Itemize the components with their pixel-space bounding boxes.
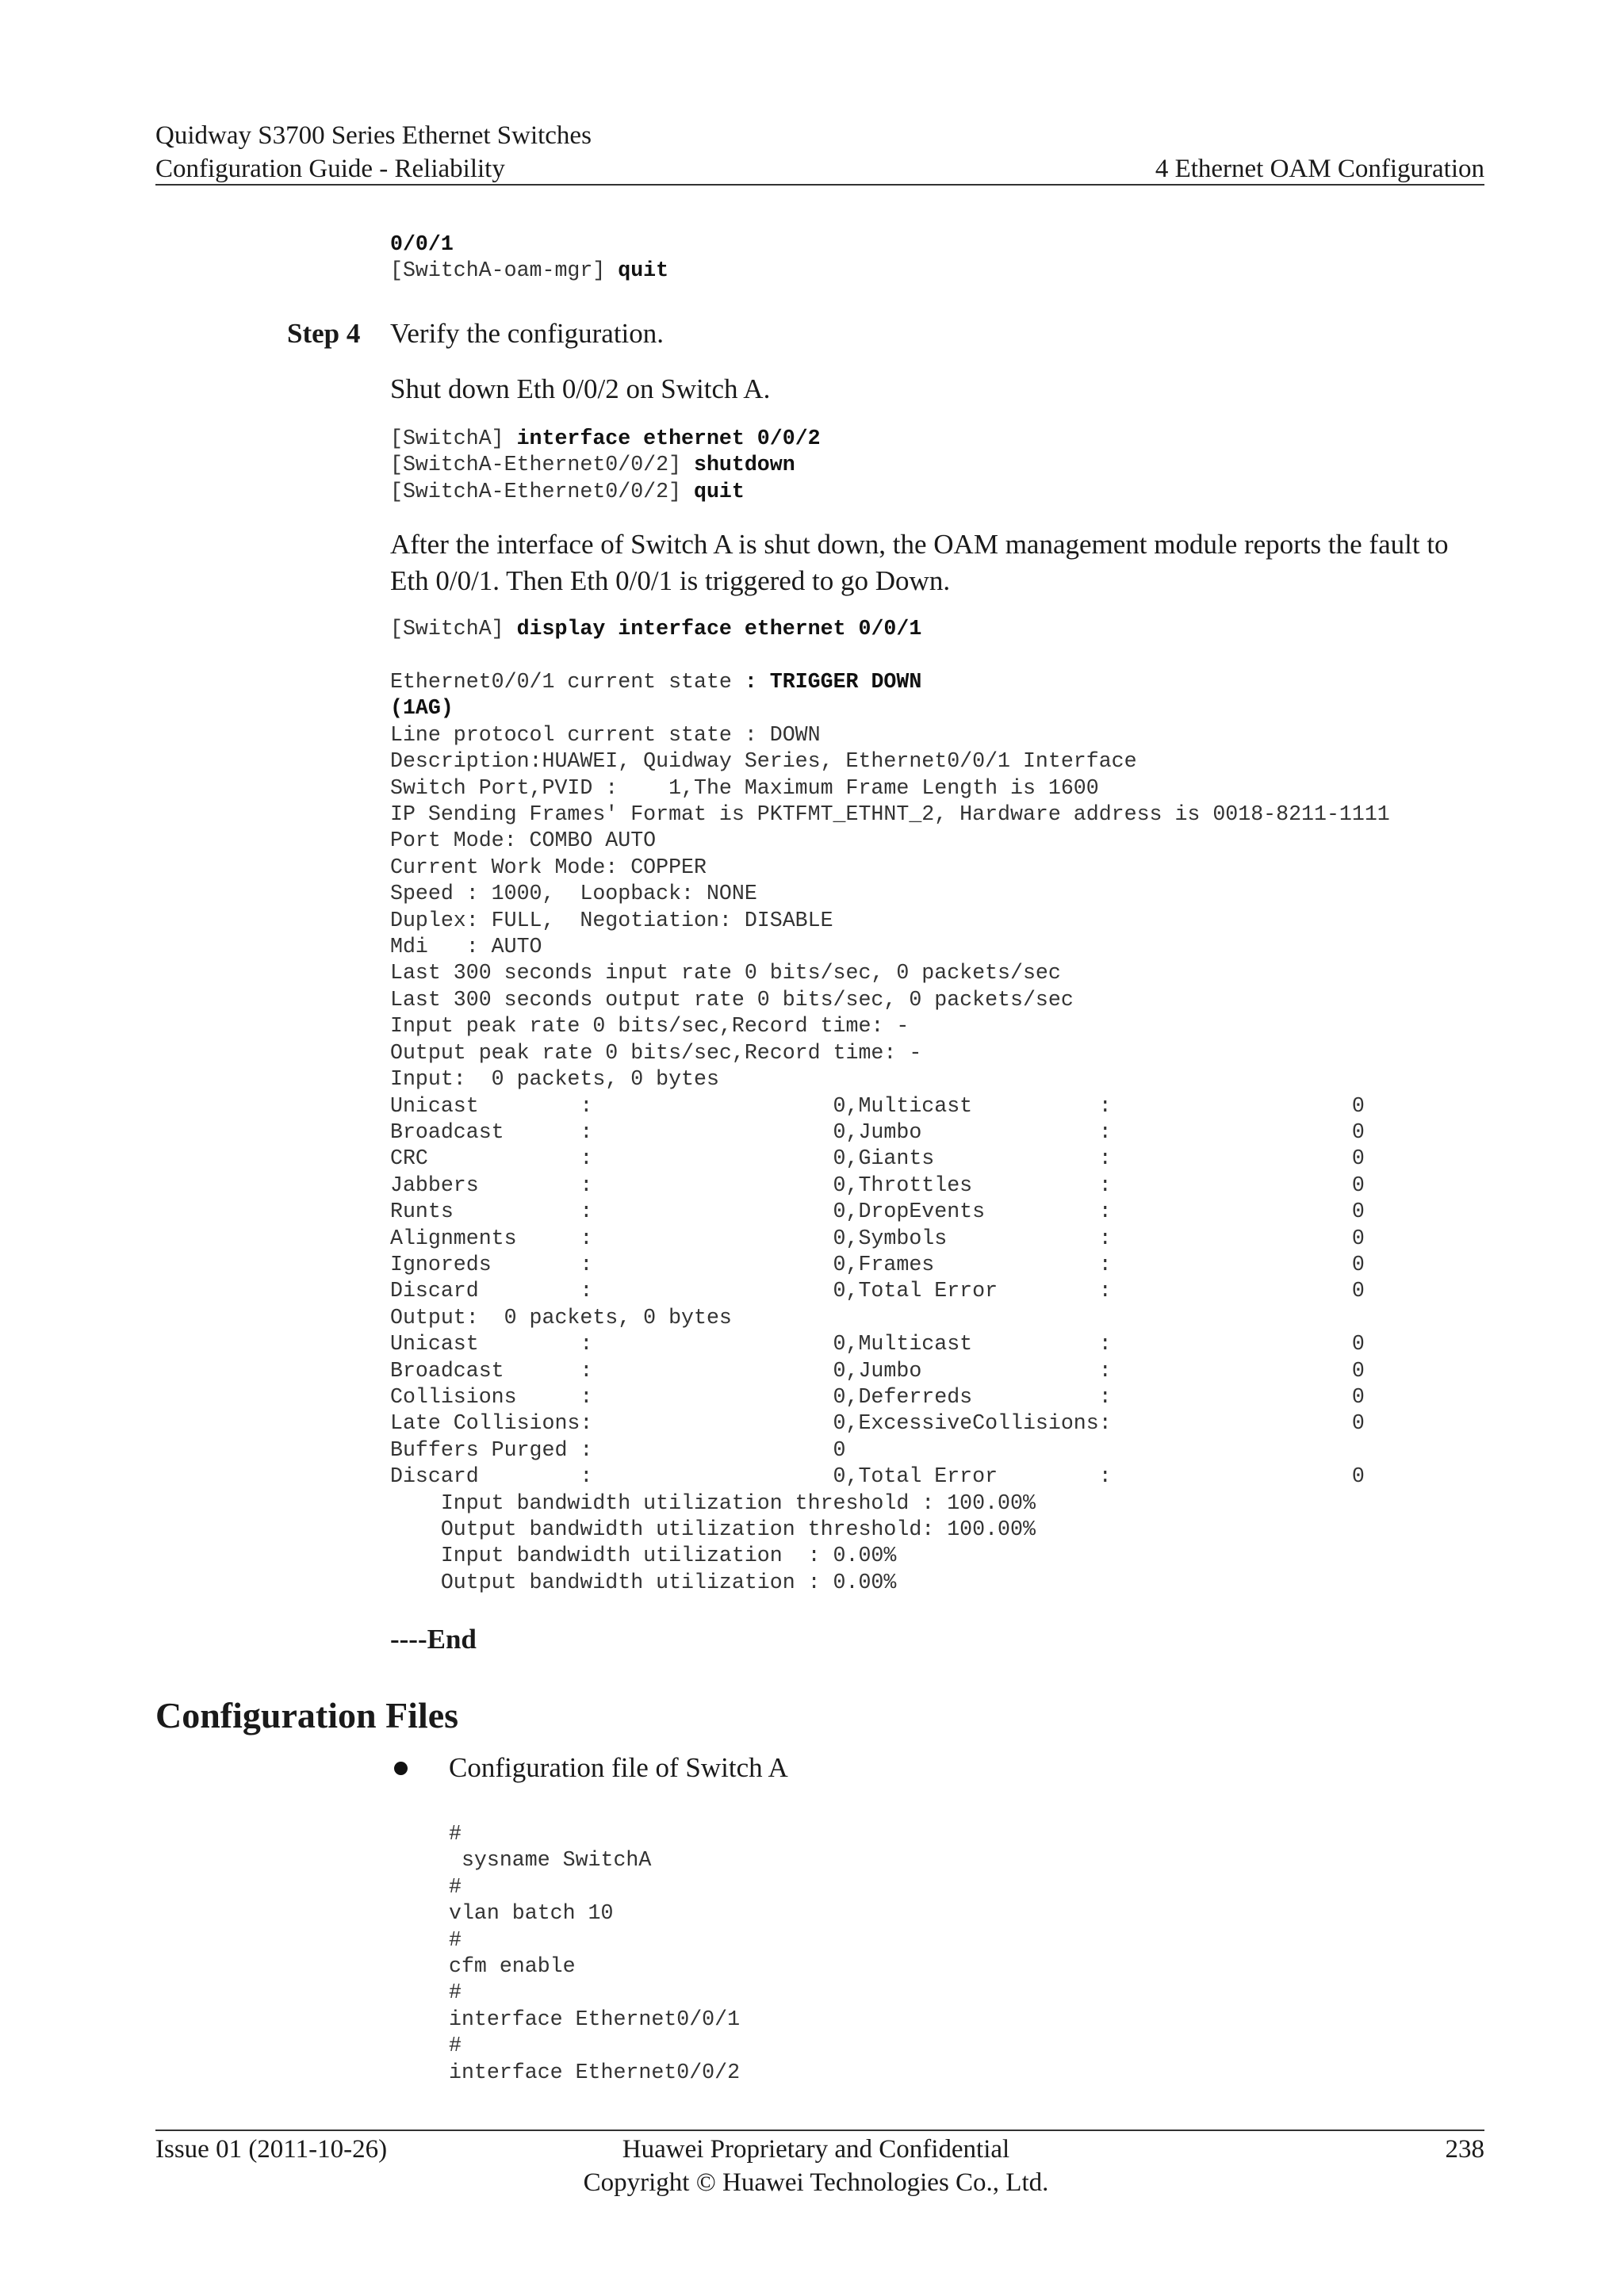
config-line: # bbox=[449, 2034, 462, 2058]
output-line: Unicast : 0,Multicast : 0 bbox=[390, 1332, 1365, 1357]
header-product: Quidway S3700 Series Ethernet Switches bbox=[155, 121, 592, 150]
code-display-output bbox=[390, 669, 1390, 1596]
config-line: sysname SwitchA bbox=[449, 1848, 652, 1873]
code-command: quit bbox=[618, 258, 669, 283]
config-line: # bbox=[449, 1822, 462, 1846]
output-line: Runts : 0,DropEvents : 0 bbox=[390, 1200, 1365, 1224]
output-lines bbox=[390, 723, 1390, 1594]
config-line: # bbox=[449, 1874, 462, 1899]
output-line: Line protocol current state : DOWN bbox=[390, 722, 821, 747]
code-prompt: [SwitchA-Ethernet0/0/2] bbox=[390, 453, 695, 477]
bullet-dot-icon bbox=[394, 1762, 408, 1775]
header-divider bbox=[155, 184, 1484, 186]
header-chapter: 4 Ethernet OAM Configuration bbox=[1155, 155, 1484, 183]
output-line: Broadcast : 0,Jumbo : 0 bbox=[390, 1358, 1365, 1383]
output-line: Last 300 seconds output rate 0 bits/sec, 0 packets/sec bbox=[390, 987, 1074, 1012]
paragraph-after-shutdown: After the interface of Switch A is shut down, the OAM management module reports the fault to Eth 0/0/1. Then Eth 0/0/1 is triggered to go Down. bbox=[390, 529, 1449, 596]
output-line: Input peak rate 0 bits/sec,Record time: - bbox=[390, 1014, 910, 1039]
config-line: interface Ethernet0/0/1 bbox=[449, 2007, 741, 2031]
bullet-text: Configuration file of Switch A bbox=[449, 1752, 788, 1783]
paragraph-shutdown: Shut down Eth 0/0/2 on Switch A. bbox=[390, 373, 771, 404]
output-line: Output: 0 packets, 0 bytes bbox=[390, 1305, 732, 1330]
output-line: Discard : 0,Total Error : 0 bbox=[390, 1279, 1365, 1303]
config-line: # bbox=[449, 1980, 462, 2005]
output-line: Port Mode: COMBO AUTO bbox=[390, 828, 657, 853]
output-line: Speed : 1000, Loopback: NONE bbox=[390, 882, 757, 906]
config-line: vlan batch 10 bbox=[449, 1901, 614, 1926]
footer-page-number: 238 bbox=[1445, 2135, 1484, 2164]
state-value-cont: (1AG) bbox=[390, 696, 454, 721]
code-prompt: [SwitchA-oam-mgr] bbox=[390, 258, 619, 283]
step-title: Verify the configuration. bbox=[390, 318, 665, 349]
code-prompt: [SwitchA] bbox=[390, 617, 517, 641]
footer-issue: Issue 01 (2011-10-26) bbox=[155, 2135, 388, 2164]
code-prompt: [SwitchA] bbox=[390, 427, 517, 450]
end-marker: ----End bbox=[390, 1624, 477, 1655]
code-config-file bbox=[449, 1821, 740, 2086]
output-line: Output peak rate 0 bits/sec,Record time: - bbox=[390, 1040, 922, 1065]
header-guide: Configuration Guide - Reliability bbox=[155, 155, 505, 183]
section-title: Configuration Files bbox=[155, 1695, 459, 1735]
output-line: Description:HUAWEI, Quidway Series, Ethernet0/0/1 Interface bbox=[390, 749, 1137, 774]
footer-center bbox=[0, 2133, 1624, 2199]
code-block-top bbox=[390, 232, 668, 285]
code-command: shutdown bbox=[694, 453, 795, 477]
footer-copyright: Copyright © Huawei Technologies Co., Ltd. bbox=[583, 2168, 1049, 2197]
output-line: Mdi : AUTO bbox=[390, 935, 542, 959]
output-line: Switch Port,PVID : 1,The Maximum Frame Length is 1600 bbox=[390, 775, 1099, 800]
footer-divider bbox=[155, 2130, 1484, 2131]
page-header-left bbox=[155, 119, 592, 186]
output-line: CRC : 0,Giants : 0 bbox=[390, 1146, 1365, 1171]
output-line: Input bandwidth utilization : 0.00% bbox=[390, 1544, 897, 1568]
code-block-shutdown bbox=[390, 426, 821, 505]
output-line: IP Sending Frames' Format is PKTFMT_ETHNT_2, Hardware address is 0018-8211-1111 bbox=[390, 802, 1390, 827]
output-line: Late Collisions: 0,ExcessiveCollisions: 0 bbox=[390, 1411, 1365, 1436]
output-line: Buffers Purged : 0 bbox=[390, 1437, 846, 1462]
state-value: : TRIGGER DOWN bbox=[744, 670, 922, 694]
output-line: Alignments : 0,Symbols : 0 bbox=[390, 1226, 1365, 1250]
code-command: display interface ethernet 0/0/1 bbox=[516, 617, 922, 641]
code-command: quit bbox=[694, 479, 745, 503]
output-line: Jabbers : 0,Throttles : 0 bbox=[390, 1173, 1365, 1197]
output-line: Input: 0 packets, 0 bytes bbox=[390, 1067, 719, 1092]
output-line: Input bandwidth utilization threshold : 100.00% bbox=[390, 1490, 1036, 1515]
step-label: Step 4 bbox=[287, 318, 361, 349]
code-line: 0/0/1 bbox=[390, 232, 454, 256]
config-lines bbox=[449, 1822, 740, 2084]
output-line: Output bandwidth utilization : 0.00% bbox=[390, 1570, 897, 1594]
output-line: Ignoreds : 0,Frames : 0 bbox=[390, 1252, 1365, 1276]
output-line: Unicast : 0,Multicast : 0 bbox=[390, 1093, 1365, 1118]
config-line: # bbox=[449, 1927, 462, 1952]
config-line: interface Ethernet0/0/2 bbox=[449, 2060, 741, 2084]
state-prefix: Ethernet0/0/1 current state bbox=[390, 670, 745, 694]
output-line: Duplex: FULL, Negotiation: DISABLE bbox=[390, 908, 833, 932]
output-line: Collisions : 0,Deferreds : 0 bbox=[390, 1384, 1365, 1409]
footer-confidential: Huawei Proprietary and Confidential bbox=[622, 2135, 1010, 2164]
output-line: Output bandwidth utilization threshold: 100.00% bbox=[390, 1517, 1036, 1541]
output-line: Current Work Mode: COPPER bbox=[390, 855, 707, 879]
code-prompt: [SwitchA-Ethernet0/0/2] bbox=[390, 479, 695, 503]
code-display-command bbox=[390, 616, 921, 642]
output-line: Broadcast : 0,Jumbo : 0 bbox=[390, 1119, 1365, 1144]
code-command: interface ethernet 0/0/2 bbox=[516, 427, 821, 450]
output-line: Discard : 0,Total Error : 0 bbox=[390, 1464, 1365, 1489]
config-line: cfm enable bbox=[449, 1954, 576, 1979]
output-line: Last 300 seconds input rate 0 bits/sec, 0 packets/sec bbox=[390, 961, 1061, 985]
